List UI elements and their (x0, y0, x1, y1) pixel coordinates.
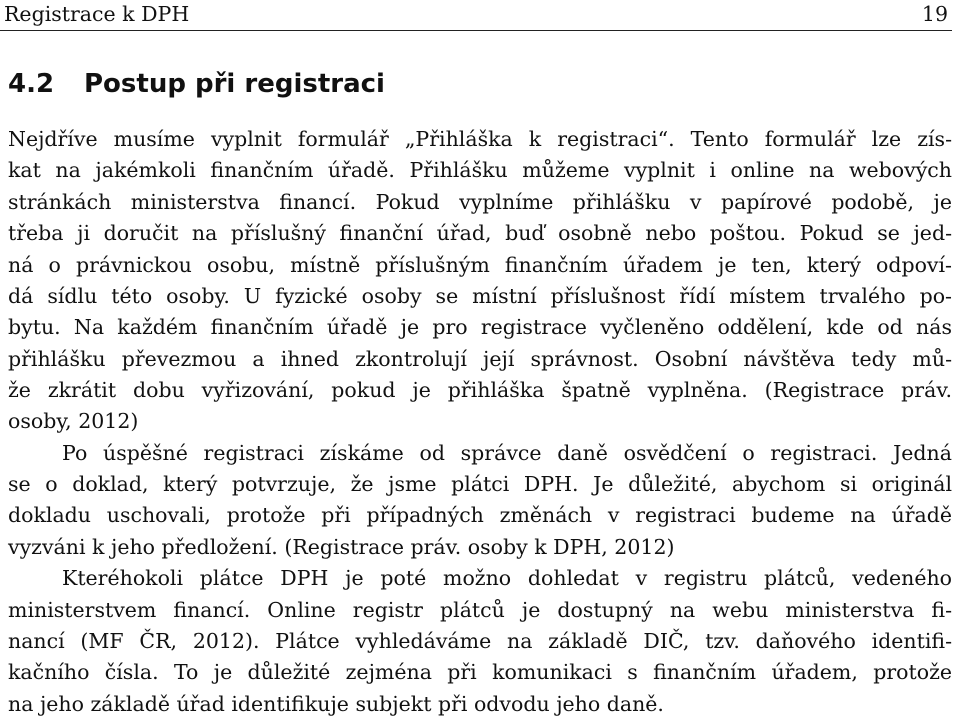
section-title: Postup při registraci (84, 69, 385, 99)
text-line: ná o právnickou osobu, místně příslušným finančním úřadem je ten, který odpoví- (8, 252, 952, 277)
text-line: vyzváni k jeho předložení. (Registrace práv. osoby k DPH, 2012) (8, 534, 675, 559)
text-line: kat na jakémkoli finančním úřadě. Přihlášku můžeme vyplnit i online na webových (8, 158, 952, 183)
text-line: že zkrátit dobu vyřizování, pokud je přihláška špatně vyplněna. (Registrace práv. (8, 377, 952, 402)
header-title: Registrace k DPH (4, 2, 190, 26)
text-line: Po úspěšné registraci získáme od správce daně osvědčení o registraci. Jedná (62, 440, 952, 465)
text-line: osoby, 2012) (8, 409, 139, 434)
text-line: Nejdříve musíme vyplnit formulář „Přihláška k registraci“. Tento formulář lze zís- (8, 127, 952, 151)
text-line: na jeho základě úřad identifikuje subjekt při odvodu jeho daně. (8, 691, 664, 716)
text-line: kačního čísla. To je důležité zejména při komunikaci s finančním úřadem, protože (8, 660, 952, 685)
text-line: se o doklad, který potvrzuje, že jsme plátci DPH. Je důležité, abychom si originál (8, 472, 952, 497)
running-header (0, 0, 952, 31)
text-line: Kteréhokoli plátce DPH je poté možno dohledat v registru plátců, vedeného (62, 566, 952, 591)
text-line: ministerstvem financí. Online registr plátců je dostupný na webu ministerstva fi- (8, 597, 952, 622)
text-line: třeba ji doručit na příslušný finanční úřad, buď osobně nebo poštou. Pokud se jed- (8, 221, 952, 246)
page-number: 19 (921, 2, 948, 26)
section-number: 4.2 (8, 69, 55, 99)
text-line: přihlášku převezmou a ihned zkontrolují její správnost. Osobní návštěva tedy mů- (8, 346, 952, 371)
text-line: bytu. Na každém finančním úřadě je pro registrace vyčleněno oddělení, kde od nás (8, 315, 952, 340)
text-line: stránkách ministerstva financí. Pokud vyplníme přihlášku v papírové podobě, je (8, 189, 952, 214)
text-line: nancí (MF ČR, 2012). Plátce vyhledáváme na základě DIČ, tzv. daňového identifi- (8, 628, 952, 653)
text-line: dá sídlu této osoby. U fyzické osoby se místní příslušnost řídí místem trvalého po- (8, 283, 952, 308)
text-line: dokladu uschovali, protože při případných změnách v registraci budeme na úřadě (8, 503, 952, 528)
section-heading (8, 65, 385, 105)
